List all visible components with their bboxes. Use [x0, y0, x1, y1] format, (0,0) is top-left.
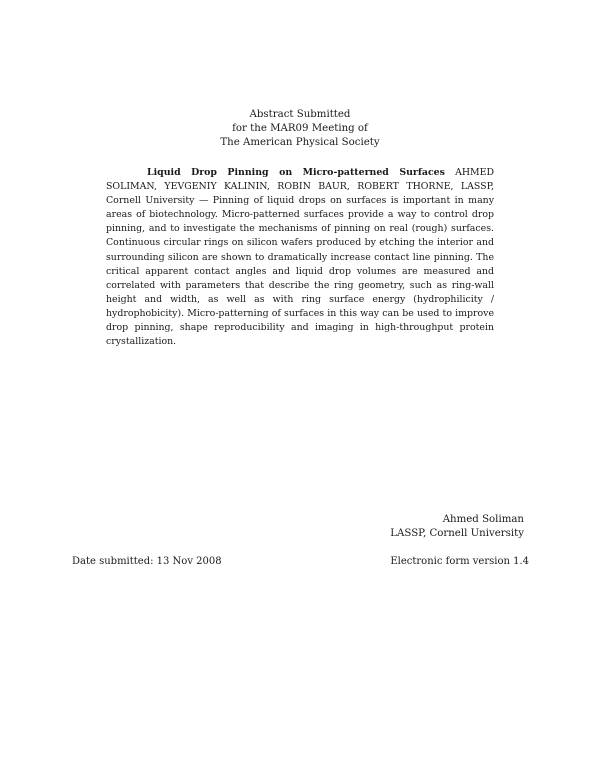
header-line-society: The American Physical Society: [220, 137, 380, 148]
submission-header: [0, 108, 600, 150]
form-version: Electronic form version 1.4: [390, 556, 529, 567]
abstract-separator: —: [198, 195, 209, 207]
abstract-body: Pinning of liquid drops on surfaces is important in many areas of biotechnology. Micro-patterned surfaces provide a way to control drop pinning, and to investigate the mechanisms of pinning on real (rough) surfaces. Continuous circular rings on silicon wafers produced by etching the interior and surrounding silicon are shown to dramatically increase contact line pinning. The critical apparent contact angles and liquid drop volumes are measured and correlated with parameters that describe the ring geometry, such as ring-wall height and width, as well as with ring surface energy (hydrophilicity / hydrophobicity). Micro-patterning of surfaces in this way can be used to improve drop pinning, shape reproducibility and imaging in high-throughput protein crystallization.: [106, 195, 494, 348]
signature-block: [390, 513, 524, 541]
signature-name: Ahmed Soliman: [442, 514, 524, 525]
header-line-abstract-submitted: Abstract Submitted: [249, 109, 351, 120]
header-line-meeting: for the MAR09 Meeting of: [232, 123, 368, 134]
abstract-paragraph: [106, 166, 494, 349]
signature-affiliation: LASSP, Cornell University: [390, 528, 524, 539]
abstract-authors: AHMED SOLIMAN, YEVGENIY KALININ, ROBIN BAUR, ROBERT THORNE, LASSP, Cornell University: [106, 167, 494, 207]
date-submitted: Date submitted: 13 Nov 2008: [72, 556, 222, 567]
abstract-title: Liquid Drop Pinning on Micro-patterned Surfaces: [147, 167, 445, 178]
